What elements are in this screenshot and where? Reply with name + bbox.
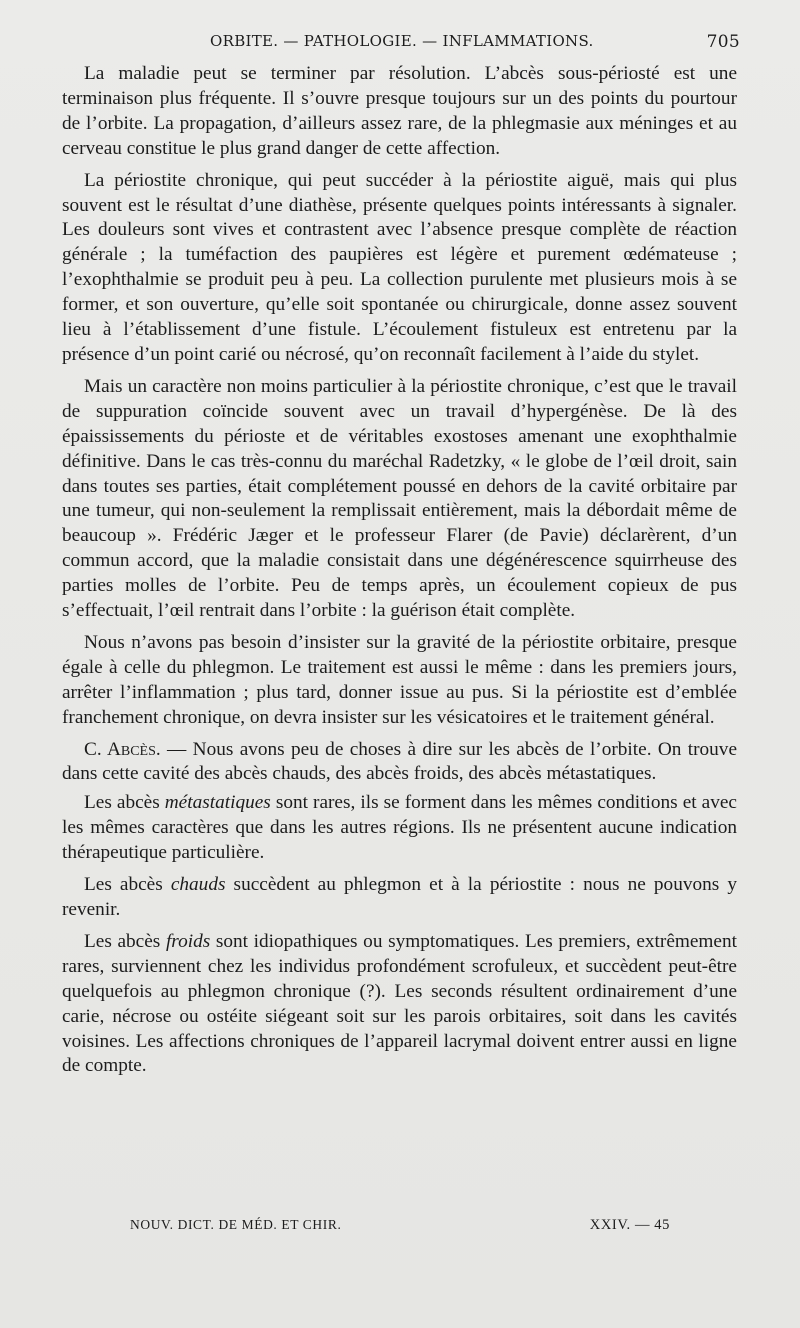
running-header	[62, 32, 738, 56]
paragraph-abces: C. Abcès. — Nous avons peu de choses à dire sur les abcès de l’orbite. On trouve dans cette cavité des abcès chauds, des abcès froids, des abcès métastatiques.	[62, 738, 737, 785]
footer-signature: XXIV. — 45	[589, 1217, 670, 1233]
emphasis-chauds: chauds	[170, 874, 226, 896]
paragraph-abces-chauds: Les abcès chauds succèdent au phlegmon et à la périostite : nous ne pouvons y revenir.	[62, 874, 737, 920]
main-text	[62, 62, 737, 1086]
section-lead: C. Abcès.	[84, 738, 161, 760]
page-footer	[130, 1217, 670, 1237]
header-title: ORBITE. — PATHOLOGIE. — INFLAMMATIONS.	[210, 32, 594, 50]
footer-publication: NOUV. DICT. DE MÉD. ET CHIR.	[130, 1217, 342, 1232]
paragraph-resolution: La maladie peut se terminer par résolution. L’abcès sous-périosté est une terminaison plus fréquente. Il s’ouvre presque toujours sur un des points du pourtour de l’orbite. La propagation, d’ailleurs assez rare, de la phlegmasie aux méninges et au cerveau constitue le plus grand danger de cette affection.	[62, 63, 737, 159]
paragraph-gravite: Nous n’avons pas besoin d’insister sur la gravité de la périostite orbitaire, presque égale à celle du phlegmon. Le traitement est aussi le même : dans les premiers jours, arrêter l’inflammation ; plus tard, donner issue au pus. Si la périostite est d’emblée franchement chronique, on devra insister sur les vésicatoires et le traitement général.	[62, 631, 737, 728]
paragraph-abces-metastatiques: Les abcès métastatiques sont rares, ils se forment dans les mêmes conditions et avec les mêmes caractères que dans les autres régions. Ils ne présentent aucune indication thérapeutique particulière.	[62, 792, 737, 864]
emphasis-metastatiques: métastatiques	[164, 792, 271, 814]
paragraph-hypergenese: Mais un caractère non moins particulier à la périostite chronique, c’est que le travail de suppuration coïncide souvent avec un travail d’hypergénèse. De là des épaississements du périoste et de véritables exostoses amenant une exophthalmie définitive. Dans le cas très-connu du maréchal Radetzky, « le globe de l’œil droit, sain dans toutes ses parties, était complétement poussé en dehors de la cavité orbitaire par une tumeur, qui non-seulement la remplissait entièrement, mais la débordait même de beaucoup ». Frédéric Jæger et le professeur Flarer (de Pavie) déclarèrent, d’un commun accord, que la maladie consistait dans une dégénérescence squirrheuse des parties molles de l’orbite. Peu de temps après, un écoulement copieux de pus s’effectuait, l’œil rentrait dans l’orbite : la guérison était complète.	[62, 375, 737, 622]
paragraph-abces-froids: Les abcès froids sont idiopathiques ou symptomatiques. Les premiers, extrêmement rares, surviennent chez les individus profondément scrofuleux, et succèdent peut-être quelquefois au phlegmon chronique (?). Les seconds résultent ordinairement d’une carie, nécrose ou ostéite siégeant soit sur les parois orbitaires, soit dans les cavités voisines. Les affections chroniques de l’appareil lacrymal doivent entrer aussi en ligne de compte.	[62, 930, 737, 1077]
emphasis-froids: froids	[165, 930, 211, 952]
paragraph-periostite-chronique: La périostite chronique, qui peut succéder à la périostite aiguë, mais qui plus souvent est le résultat d’une diathèse, présente quelques points intéressants à signaler. Les douleurs sont vives et contrastent avec l’absence presque complète de réaction générale ; la tuméfaction des paupières est légère et purement œdémateuse ; l’exophthalmie se produit peu à peu. La collection purulente met plusieurs mois à se former, et son ouverture, qu’elle soit spontanée ou chirurgicale, donne assez souvent lieu à l’établissement d’une fistule. L’écoulement fistuleux est entretenu par la présence d’un point carié ou nécrosé, qu’on reconnaît facilement à l’aide du stylet.	[62, 169, 737, 365]
page-number: 705	[706, 32, 740, 52]
